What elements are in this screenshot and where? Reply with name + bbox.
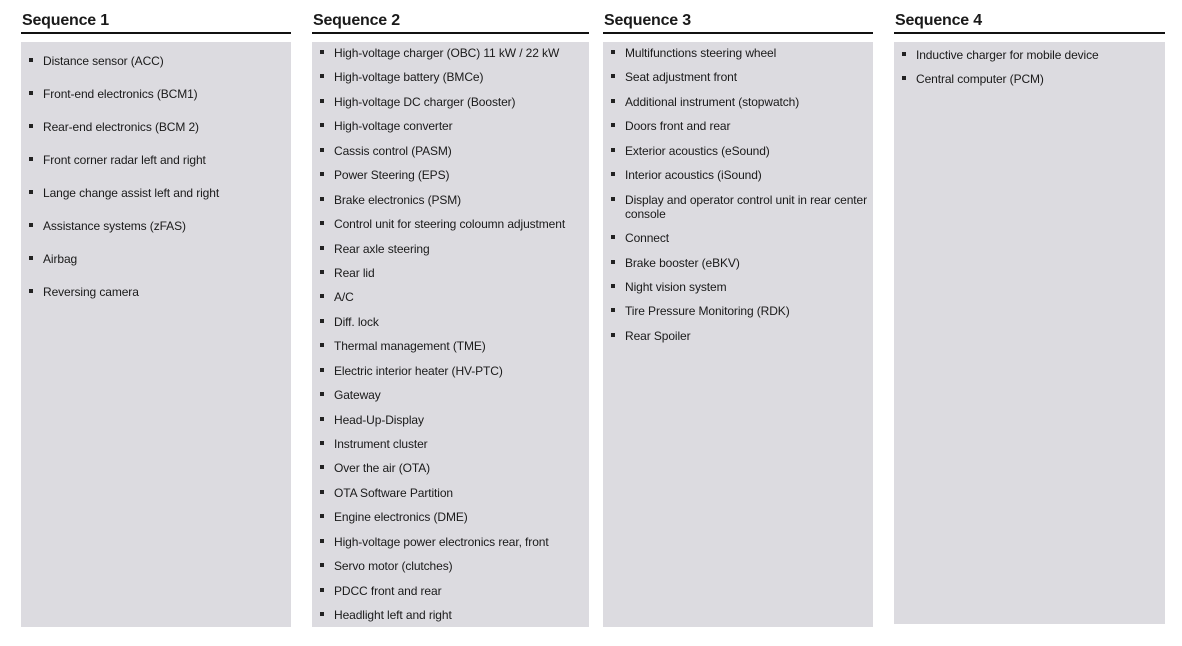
bullet-icon (611, 74, 615, 78)
list-item-text: High-voltage charger (OBC) 11 kW / 22 kW (334, 46, 560, 60)
list-item (314, 168, 589, 182)
list-item (314, 437, 589, 451)
list-item (605, 168, 873, 182)
bullet-icon (320, 74, 324, 78)
bullet-icon (320, 197, 324, 201)
list-item-text: Reversing camera (43, 285, 139, 299)
bullet-icon (320, 392, 324, 396)
list-item-text: Central computer (PCM) (916, 72, 1044, 86)
list-item (605, 256, 873, 270)
bullet-icon (320, 99, 324, 103)
sequence-2-title: Sequence 2 (312, 0, 589, 34)
list-item (314, 486, 589, 500)
list-item (314, 461, 589, 475)
list-item-text: High-voltage converter (334, 119, 453, 134)
bullet-icon (29, 289, 33, 293)
list-item-text: Rear-end electronics (BCM 2) (43, 120, 199, 134)
bullet-icon (320, 172, 324, 176)
sequence-1-list (23, 54, 291, 299)
sequence-3-column (603, 0, 873, 627)
list-item (314, 364, 589, 378)
sequence-3-panel (603, 42, 873, 627)
bullet-icon (611, 308, 615, 312)
bullet-icon (611, 333, 615, 337)
list-item (314, 70, 589, 84)
bullet-icon (320, 319, 324, 323)
list-item-text: Lange change assist left and right (43, 186, 220, 200)
list-item-text: Additional instrument (stopwatch) (625, 94, 800, 109)
bullet-icon (611, 148, 615, 152)
sequence-1-column (21, 0, 291, 627)
list-item (23, 120, 291, 134)
bullet-icon (320, 148, 324, 152)
bullet-icon (320, 441, 324, 445)
sequence-4-list (896, 48, 1165, 86)
bullet-icon (320, 490, 324, 494)
bullet-icon (29, 223, 33, 227)
sequence-4-column (894, 0, 1165, 624)
bullet-icon (29, 58, 33, 62)
list-item-text: Inductive charger for mobile device (916, 48, 1099, 62)
list-item (605, 231, 873, 245)
list-item (605, 304, 873, 318)
sequence-4-panel (894, 42, 1165, 624)
bullet-icon (320, 50, 324, 54)
bullet-icon (611, 123, 615, 127)
list-item-text: Gateway (334, 388, 381, 403)
list-item-text: Over the air (OTA) (334, 461, 430, 476)
list-item-text: High-voltage battery (BMCe) (334, 70, 484, 85)
list-item-text: PDCC front and rear (334, 583, 442, 598)
list-item (23, 252, 291, 266)
list-item-text: Brake electronics (PSM) (334, 192, 462, 207)
list-item-text: Front-end electronics (BCM1) (43, 87, 198, 101)
list-item (314, 510, 589, 524)
list-item-text: Display and operator control unit in rear center console (625, 192, 867, 221)
bullet-icon (611, 50, 615, 54)
list-item (23, 87, 291, 101)
list-item (314, 217, 589, 231)
list-item (314, 339, 589, 353)
bullet-icon (29, 256, 33, 260)
bullet-icon (320, 270, 324, 274)
list-item-text: Head-Up-Display (334, 412, 424, 427)
list-item-text: Seat adjustment front (625, 70, 737, 85)
bullet-icon (320, 417, 324, 421)
sequence-2-column (312, 0, 589, 627)
list-item-text: Airbag (43, 252, 78, 266)
list-item (605, 193, 873, 221)
list-item (314, 535, 589, 549)
list-item-text: Electric interior heater (HV-PTC) (334, 363, 503, 378)
list-item-text: Rear Spoiler (625, 328, 691, 343)
list-item (314, 608, 589, 622)
bullet-icon (611, 260, 615, 264)
list-item (314, 119, 589, 133)
list-item (23, 186, 291, 200)
list-item (314, 266, 589, 280)
bullet-icon (320, 465, 324, 469)
list-item (605, 70, 873, 84)
list-item (314, 144, 589, 158)
list-item (23, 54, 291, 68)
list-item-text: Power Steering (EPS) (334, 168, 450, 183)
bullet-icon (611, 284, 615, 288)
list-item-text: Assistance systems (zFAS) (43, 219, 186, 233)
bullet-icon (320, 246, 324, 250)
list-item-text: Cassis control (PASM) (334, 143, 452, 158)
bullet-icon (29, 91, 33, 95)
list-item (314, 315, 589, 329)
sequence-1-title: Sequence 1 (21, 0, 291, 34)
list-item (314, 584, 589, 598)
bullet-icon (902, 76, 906, 80)
list-item-text: Servo motor (clutches) (334, 559, 453, 574)
list-item-text: Night vision system (625, 279, 727, 294)
bullet-icon (611, 172, 615, 176)
list-item-text: Diff. lock (334, 314, 379, 329)
list-item-text: Instrument cluster (334, 437, 428, 451)
bullet-icon (29, 124, 33, 128)
list-item-text: Front corner radar left and right (43, 153, 206, 167)
list-item (314, 95, 589, 109)
list-item-text: Tire Pressure Monitoring (RDK) (625, 304, 790, 319)
list-item (314, 413, 589, 427)
bullet-icon (320, 294, 324, 298)
bullet-icon (320, 368, 324, 372)
list-item (23, 153, 291, 167)
bullet-icon (902, 52, 906, 56)
sequence-3-list (605, 46, 873, 343)
list-item-text: Rear lid (334, 265, 375, 280)
list-item-text: Rear axle steering (334, 241, 430, 256)
list-item-text: Multifunctions steering wheel (625, 46, 777, 60)
list-item (605, 46, 873, 60)
list-item-text: Interior acoustics (iSound) (625, 168, 762, 183)
list-item-text: Engine electronics (DME) (334, 510, 468, 525)
list-item-text: Control unit for steering coloumn adjustment (334, 217, 566, 232)
list-item (605, 280, 873, 294)
list-item (314, 193, 589, 207)
bullet-icon (611, 235, 615, 239)
bullet-icon (611, 197, 615, 201)
list-item-text: A/C (334, 290, 354, 305)
list-item-text: Exterior acoustics (eSound) (625, 143, 770, 158)
list-item (314, 559, 589, 573)
list-item (314, 388, 589, 402)
list-item (605, 95, 873, 109)
list-item (314, 46, 589, 60)
list-item (896, 48, 1165, 62)
bullet-icon (29, 190, 33, 194)
bullet-icon (320, 563, 324, 567)
list-item (605, 119, 873, 133)
list-item (605, 144, 873, 158)
bullet-icon (320, 588, 324, 592)
list-item (23, 285, 291, 299)
list-item (314, 242, 589, 256)
bullet-icon (320, 221, 324, 225)
list-item-text: Distance sensor (ACC) (43, 54, 164, 68)
list-item-text: OTA Software Partition (334, 485, 453, 500)
bullet-icon (611, 99, 615, 103)
bullet-icon (320, 514, 324, 518)
list-item-text: Doors front and rear (625, 119, 731, 134)
list-item (605, 329, 873, 343)
list-item-text: Connect (625, 231, 669, 246)
list-item-text: Brake booster (eBKV) (625, 255, 740, 270)
sequence-2-panel (312, 42, 589, 627)
sequence-4-title: Sequence 4 (894, 0, 1165, 34)
bullet-icon (29, 157, 33, 161)
list-item-text: Thermal management (TME) (334, 339, 486, 354)
sequence-3-title: Sequence 3 (603, 0, 873, 34)
bullet-icon (320, 123, 324, 127)
list-item (314, 290, 589, 304)
list-item-text: High-voltage power electronics rear, front (334, 534, 549, 549)
list-item-text: High-voltage DC charger (Booster) (334, 94, 516, 109)
list-item-text: Headlight left and right (334, 608, 452, 623)
bullet-icon (320, 612, 324, 616)
sequence-1-panel (21, 42, 291, 627)
sequence-2-list (314, 46, 589, 622)
list-item (896, 72, 1165, 86)
list-item (23, 219, 291, 233)
bullet-icon (320, 539, 324, 543)
bullet-icon (320, 343, 324, 347)
